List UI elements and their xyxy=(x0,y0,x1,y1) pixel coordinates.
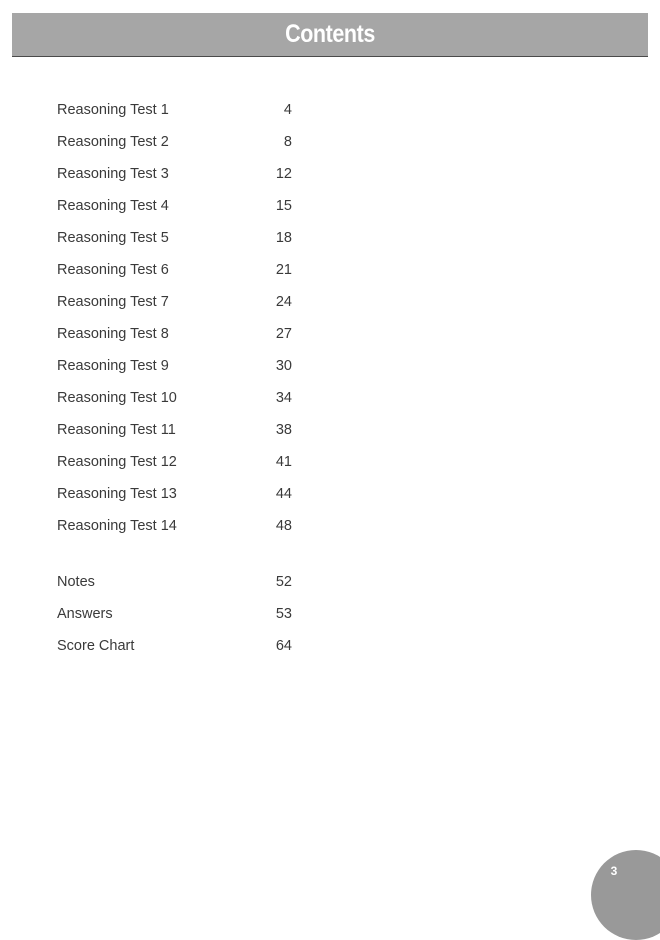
toc-entry-page: 15 xyxy=(275,198,292,214)
toc-entry xyxy=(57,604,297,636)
toc-entry xyxy=(57,228,297,260)
toc-entry-title: Reasoning Test 12 xyxy=(57,454,177,470)
toc-entry-page: 52 xyxy=(275,574,292,590)
toc-entry-page: 30 xyxy=(275,358,292,374)
toc-entry xyxy=(57,484,297,516)
toc-entry-page: 18 xyxy=(275,230,292,246)
toc-entry xyxy=(57,260,297,292)
toc-entry-title: Reasoning Test 8 xyxy=(57,326,169,342)
toc-entry-title: Reasoning Test 13 xyxy=(57,486,177,502)
table-of-contents xyxy=(57,100,297,668)
toc-entry xyxy=(57,324,297,356)
toc-entry-page: 41 xyxy=(275,454,292,470)
toc-entry xyxy=(57,132,297,164)
toc-entry-page: 38 xyxy=(275,422,292,438)
toc-entry-title: Reasoning Test 3 xyxy=(57,166,169,182)
page-number: 3 xyxy=(610,864,618,878)
toc-entry-page: 64 xyxy=(275,638,292,654)
toc-entry xyxy=(57,452,297,484)
toc-entry xyxy=(57,356,297,388)
toc-entry xyxy=(57,572,297,604)
toc-entry-page: 27 xyxy=(275,326,292,342)
toc-entry-title: Reasoning Test 4 xyxy=(57,198,169,214)
toc-entry-title: Answers xyxy=(57,606,113,622)
contents-header-band xyxy=(12,13,648,57)
toc-entry-title: Notes xyxy=(57,574,95,590)
toc-entry xyxy=(57,196,297,228)
page-title: Contents xyxy=(285,20,375,48)
toc-entry-title: Reasoning Test 5 xyxy=(57,230,169,246)
toc-entry-title: Reasoning Test 14 xyxy=(57,518,177,534)
toc-tests-list xyxy=(57,100,297,548)
toc-entry-page: 53 xyxy=(275,606,292,622)
toc-entry-title: Reasoning Test 7 xyxy=(57,294,169,310)
toc-entry-title: Reasoning Test 6 xyxy=(57,262,169,278)
toc-entry xyxy=(57,164,297,196)
toc-entry-page: 21 xyxy=(275,262,292,278)
toc-entry-page: 12 xyxy=(275,166,292,182)
toc-entry-page: 24 xyxy=(275,294,292,310)
toc-extras-list xyxy=(57,572,297,668)
toc-entry-page: 4 xyxy=(283,102,292,118)
toc-entry-title: Score Chart xyxy=(57,638,135,654)
toc-entry-page: 8 xyxy=(283,134,292,150)
toc-entry-title: Reasoning Test 10 xyxy=(57,390,177,406)
toc-entry xyxy=(57,292,297,324)
toc-entry-page: 34 xyxy=(275,390,292,406)
toc-entry-title: Reasoning Test 2 xyxy=(57,134,169,150)
toc-entry-title: Reasoning Test 11 xyxy=(57,422,176,438)
toc-entry xyxy=(57,388,297,420)
toc-entry-title: Reasoning Test 1 xyxy=(57,102,169,118)
toc-entry xyxy=(57,516,297,548)
toc-entry xyxy=(57,636,297,668)
toc-entry xyxy=(57,420,297,452)
toc-entry xyxy=(57,100,297,132)
toc-entry-title: Reasoning Test 9 xyxy=(57,358,169,374)
toc-entry-page: 48 xyxy=(275,518,292,534)
toc-entry-page: 44 xyxy=(275,486,292,502)
